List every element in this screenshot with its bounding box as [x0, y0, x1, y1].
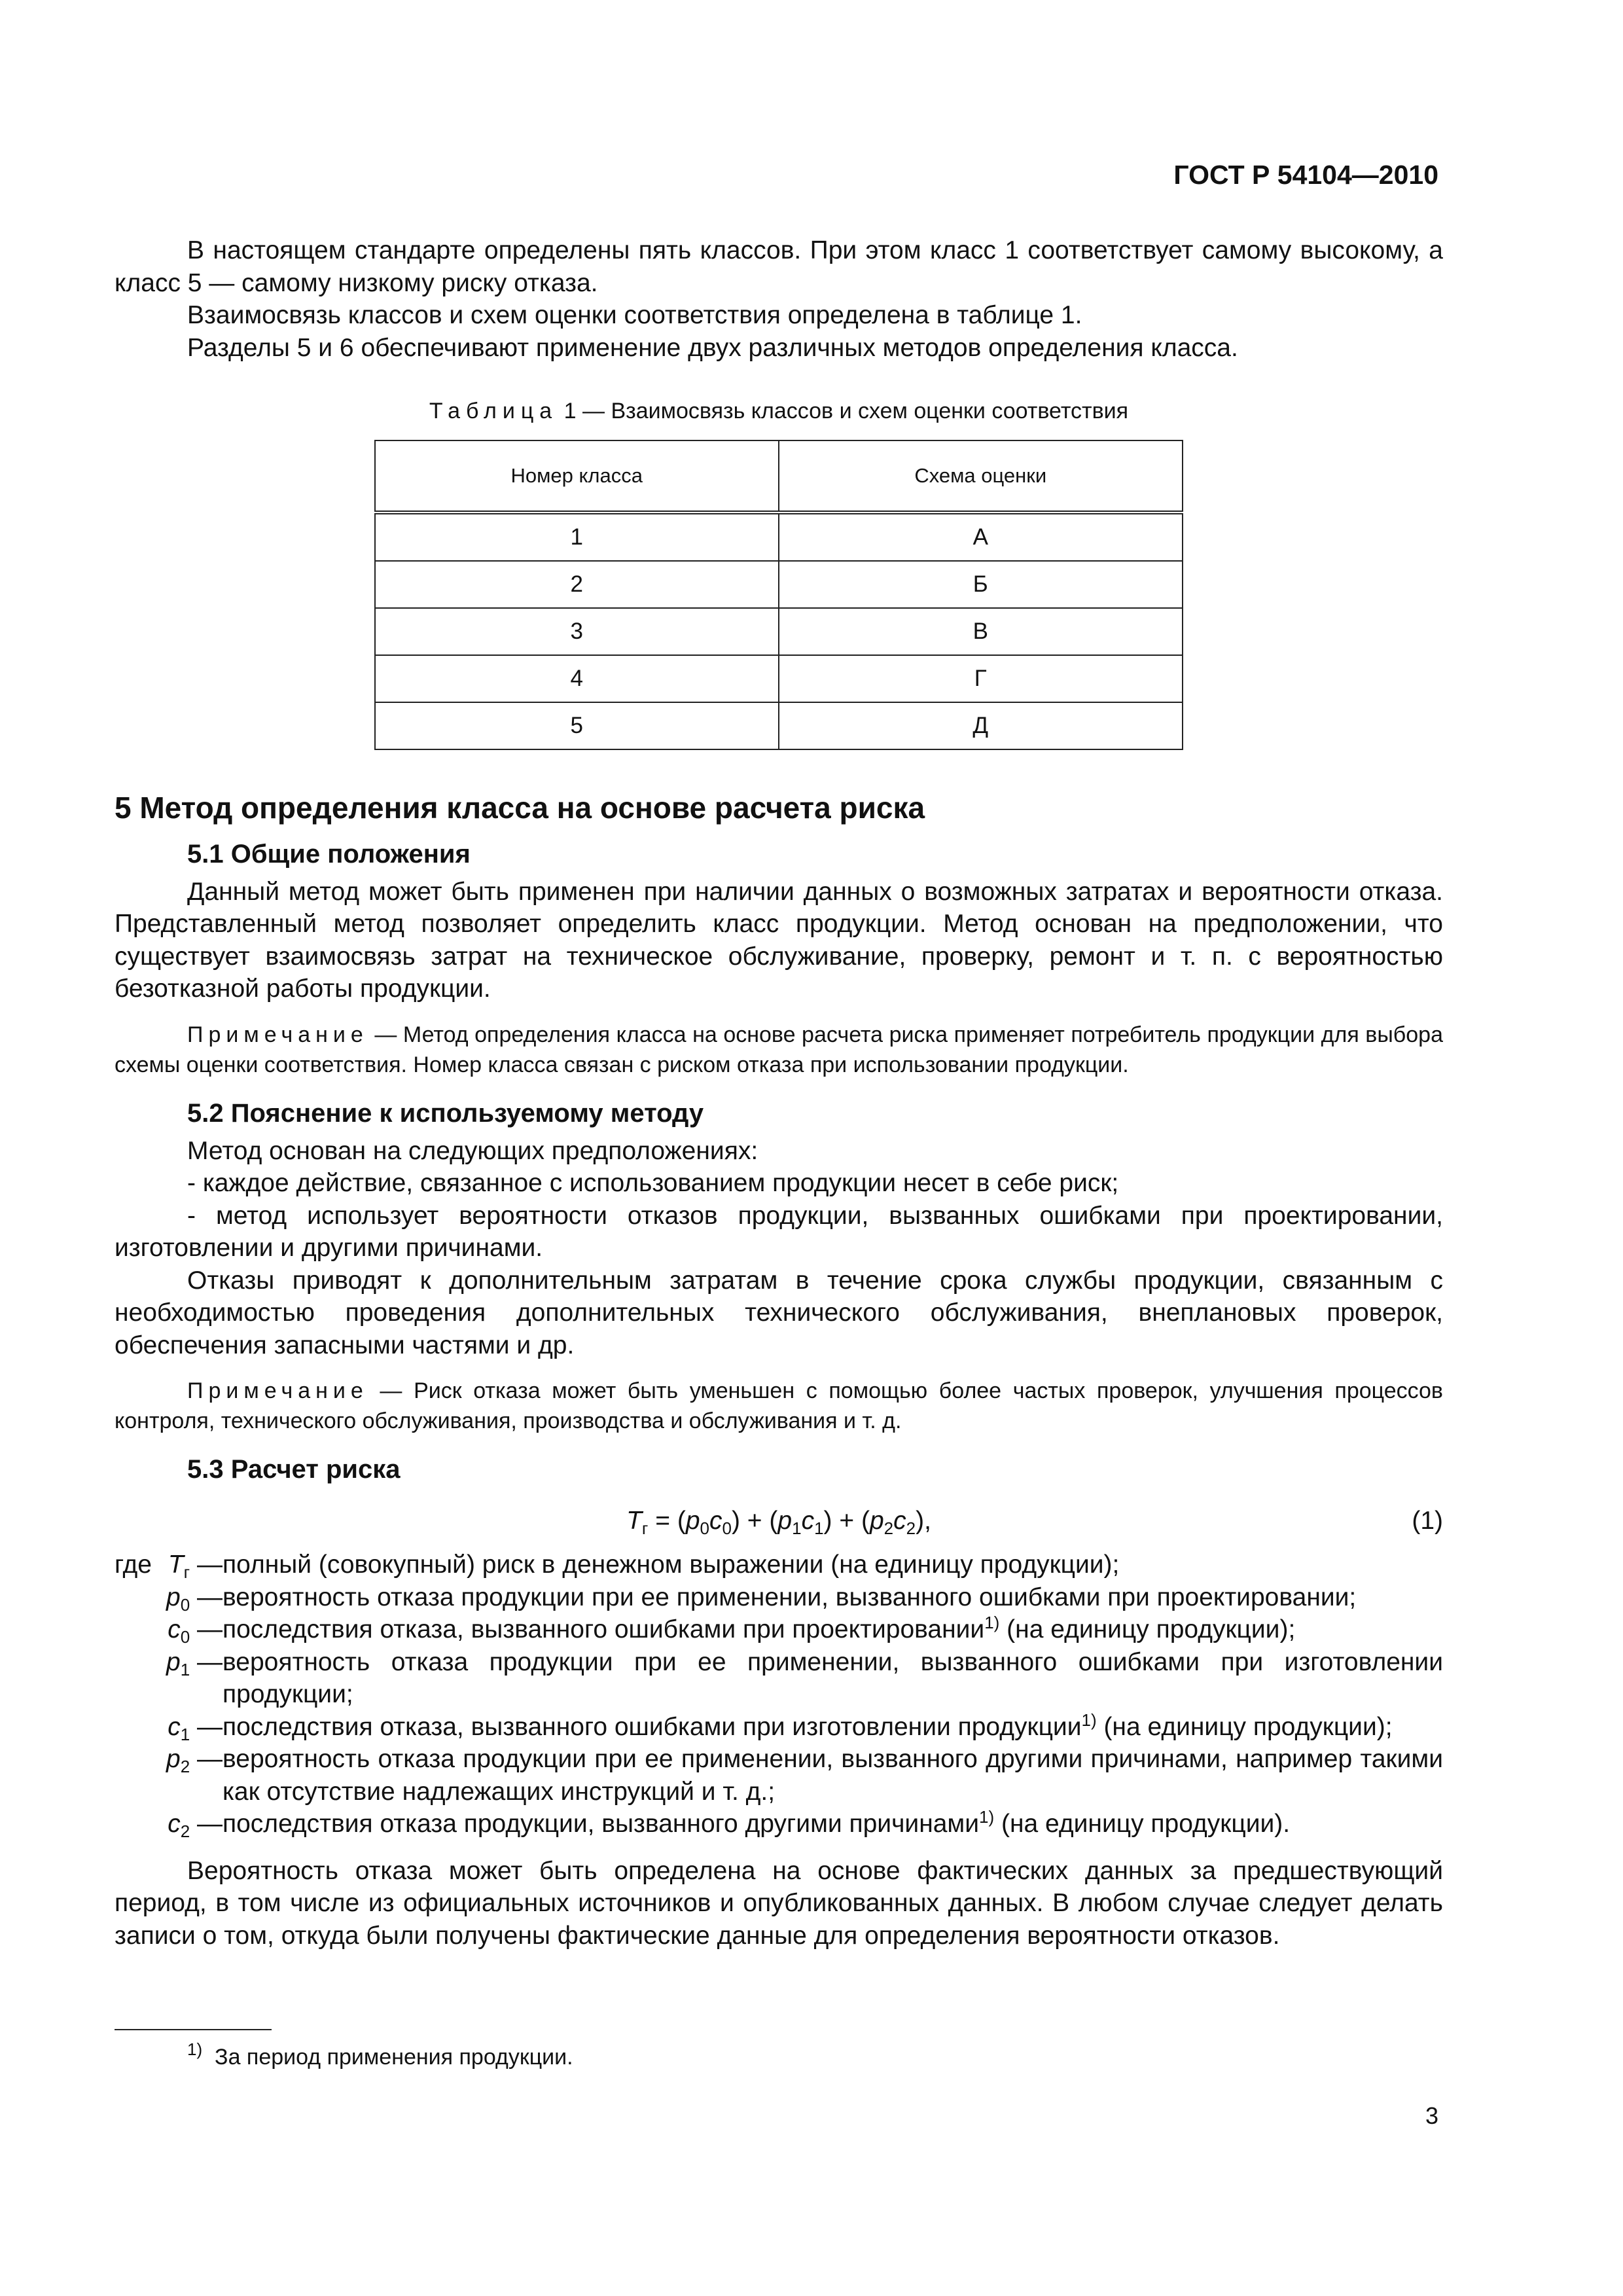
- section-5-1-heading: 5.1 Общие положения: [187, 839, 471, 869]
- definition-text: последствия отказа продукции, вызванного другими причинами$^{1)}$ (на единицу продукции).: [223, 1807, 1291, 1838]
- section-5-2-note: [115, 1376, 1443, 1436]
- scheme-cell: Б: [779, 561, 1183, 608]
- section-5-2-text: Отказы приводят к дополнительным затратам в течение срока службы продукции, связанным с необходимостью проведения дополнительных технического обслуживания, внеплановых проверок, обеспечения запасными частями и др.: [115, 1266, 1443, 1359]
- scheme-cell: Д: [779, 702, 1183, 749]
- table-caption-text: 1 — Взаимосвязь классов и схем оценки соответствия: [558, 399, 1129, 423]
- footnote-ref: 1): [1081, 1710, 1097, 1730]
- assumption-item-2: - метод использует вероятности отказов продукции, вызванных ошибками при проектировании, изготовлении и другими причинами.: [115, 1201, 1443, 1262]
- note-text: — Метод определения класса на основе расчета риска применяет потребитель продукции для выбора схемы оценки соответствия. Номер класса связан с риском отказа при использовании продукции.: [115, 1022, 1443, 1077]
- scheme-cell: В: [779, 608, 1183, 655]
- table-row: [375, 655, 1183, 702]
- definition-text: вероятность отказа продукции при ее применении, вызванного ошибками при проектировании;: [223, 1583, 1357, 1611]
- class-scheme-table: [374, 440, 1183, 750]
- definition-symbol: $c_1$ —: [168, 1712, 223, 1744]
- section-5-heading: 5 Метод определения класса на основе расчета риска: [115, 790, 925, 825]
- risk-formula: [115, 1503, 1443, 1539]
- scheme-cell: Г: [779, 655, 1183, 702]
- table-caption-lead: Таблица: [429, 399, 558, 423]
- section-5-1-text: Данный метод может быть применен при наличии данных о возможных затратах и вероятности отказа. Представленный метод позволяет определить класс продукции. Метод основан на предположении, что существует взаимосвязь затрат на техническое обслуживание, проверку, ремонт и т. п. с вероятностью безотказной работы продукции.: [115, 877, 1443, 1003]
- table-header-row: [375, 440, 1183, 512]
- definition-symbol: $c_2$ —: [168, 1810, 223, 1841]
- definition-row: [115, 1646, 1443, 1711]
- definition-row: [115, 1613, 1443, 1646]
- footnote: [187, 2039, 573, 2070]
- definition-row: [115, 1711, 1443, 1744]
- definition-text: последствия отказа, вызванного ошибками при изготовлении продукции$^{1)}$ (на единицу продукции);: [223, 1710, 1393, 1741]
- definition-row: [115, 1549, 1443, 1581]
- footnote-ref: 1): [984, 1613, 1000, 1632]
- class-number-cell: 3: [375, 608, 779, 655]
- footnote-text: За период применения продукции.: [215, 2045, 573, 2070]
- intro-paragraph-2: Взаимосвязь классов и схем оценки соответствия определена в таблице 1.: [187, 301, 1082, 329]
- definition-text: последствия отказа, вызванного ошибками при проектировании$^{1)}$ (на единицу продукции);: [223, 1613, 1296, 1643]
- definition-symbol: $p_0$ —: [166, 1583, 223, 1615]
- note-label: Примечание: [187, 1022, 368, 1047]
- table-row: [375, 512, 1183, 561]
- definition-row: [115, 1808, 1443, 1840]
- class-number-cell: 2: [375, 561, 779, 608]
- formula-number: (1): [1412, 1507, 1443, 1535]
- class-number-cell: 1: [375, 512, 779, 561]
- definition-text: полный (совокупный) риск в денежном выражении (на единицу продукции);: [223, 1551, 1120, 1579]
- variable-definitions: [115, 1549, 1443, 1840]
- intro-paragraph-3: Разделы 5 и 6 обеспечивают применение двух различных методов определения класса.: [187, 333, 1238, 362]
- section-5-2-heading: 5.2 Пояснение к используемому методу: [187, 1098, 704, 1128]
- note-label: Примечание: [187, 1378, 368, 1403]
- table-row: [375, 561, 1183, 608]
- table-row: [375, 608, 1183, 655]
- standard-header: ГОСТ Р 54104—2010: [1173, 160, 1438, 190]
- note-text: — Риск отказа может быть уменьшен с помощью более частых проверок, улучшения процессов контроля, технического обслуживания, производства и обслуживания и т. д.: [115, 1378, 1443, 1433]
- definition-symbol: $p_1$ —: [166, 1647, 223, 1679]
- class-number-cell: 5: [375, 702, 779, 749]
- definition-text: вероятность отказа продукции при ее применении, вызванного другими причинами, например такими как отсутствие надлежащих инструкций и т. д.;: [223, 1745, 1443, 1806]
- definition-row: [115, 1581, 1443, 1614]
- formula-expression: $T_г = (p_0c_0) + (p_1c_1) + (p_2c_2)$,: [626, 1507, 931, 1538]
- footnote-divider: [115, 2029, 272, 2030]
- definition-symbol: $c_0$ —: [168, 1615, 223, 1647]
- class-number-cell: 4: [375, 655, 779, 702]
- column-header-class-number: Номер класса: [375, 440, 779, 512]
- page-number: 3: [1425, 2102, 1438, 2129]
- table-caption: [115, 395, 1443, 428]
- assumption-item-1: - каждое действие, связанное с использованием продукции несет в себе риск;: [187, 1169, 1119, 1197]
- page-content: [115, 234, 1443, 1952]
- column-header-scheme: Схема оценки: [779, 440, 1183, 512]
- definition-row: [115, 1743, 1443, 1808]
- definition-symbol: где $T_г$ —: [115, 1551, 223, 1582]
- definition-symbol: $p_2$ —: [166, 1745, 223, 1776]
- section-5-1-note: [115, 1020, 1443, 1080]
- section-5-3-closing: Вероятность отказа может быть определена на основе фактических данных за предшествующий период, в том числе из официальных источников и опубликованных данных. В любом случае следует делать записи о том, откуда были получены фактические данные для определения вероятности отказов.: [115, 1856, 1443, 1950]
- section-5-3-heading: 5.3 Расчет риска: [187, 1455, 401, 1484]
- table-row: [375, 702, 1183, 749]
- section-5-2-intro: Метод основан на следующих предположениях:: [187, 1136, 758, 1165]
- intro-paragraph-1: В настоящем стандарте определены пять классов. При этом класс 1 соответствует самому высокому, а класс 5 — самому низкому риску отказа.: [115, 236, 1443, 297]
- definition-text: вероятность отказа продукции при ее применении, вызванного ошибками при изготовлении продукции;: [223, 1647, 1443, 1708]
- footnote-mark: 1): [187, 2039, 203, 2059]
- footnote-ref: 1): [979, 1807, 995, 1827]
- scheme-cell: А: [779, 512, 1183, 561]
